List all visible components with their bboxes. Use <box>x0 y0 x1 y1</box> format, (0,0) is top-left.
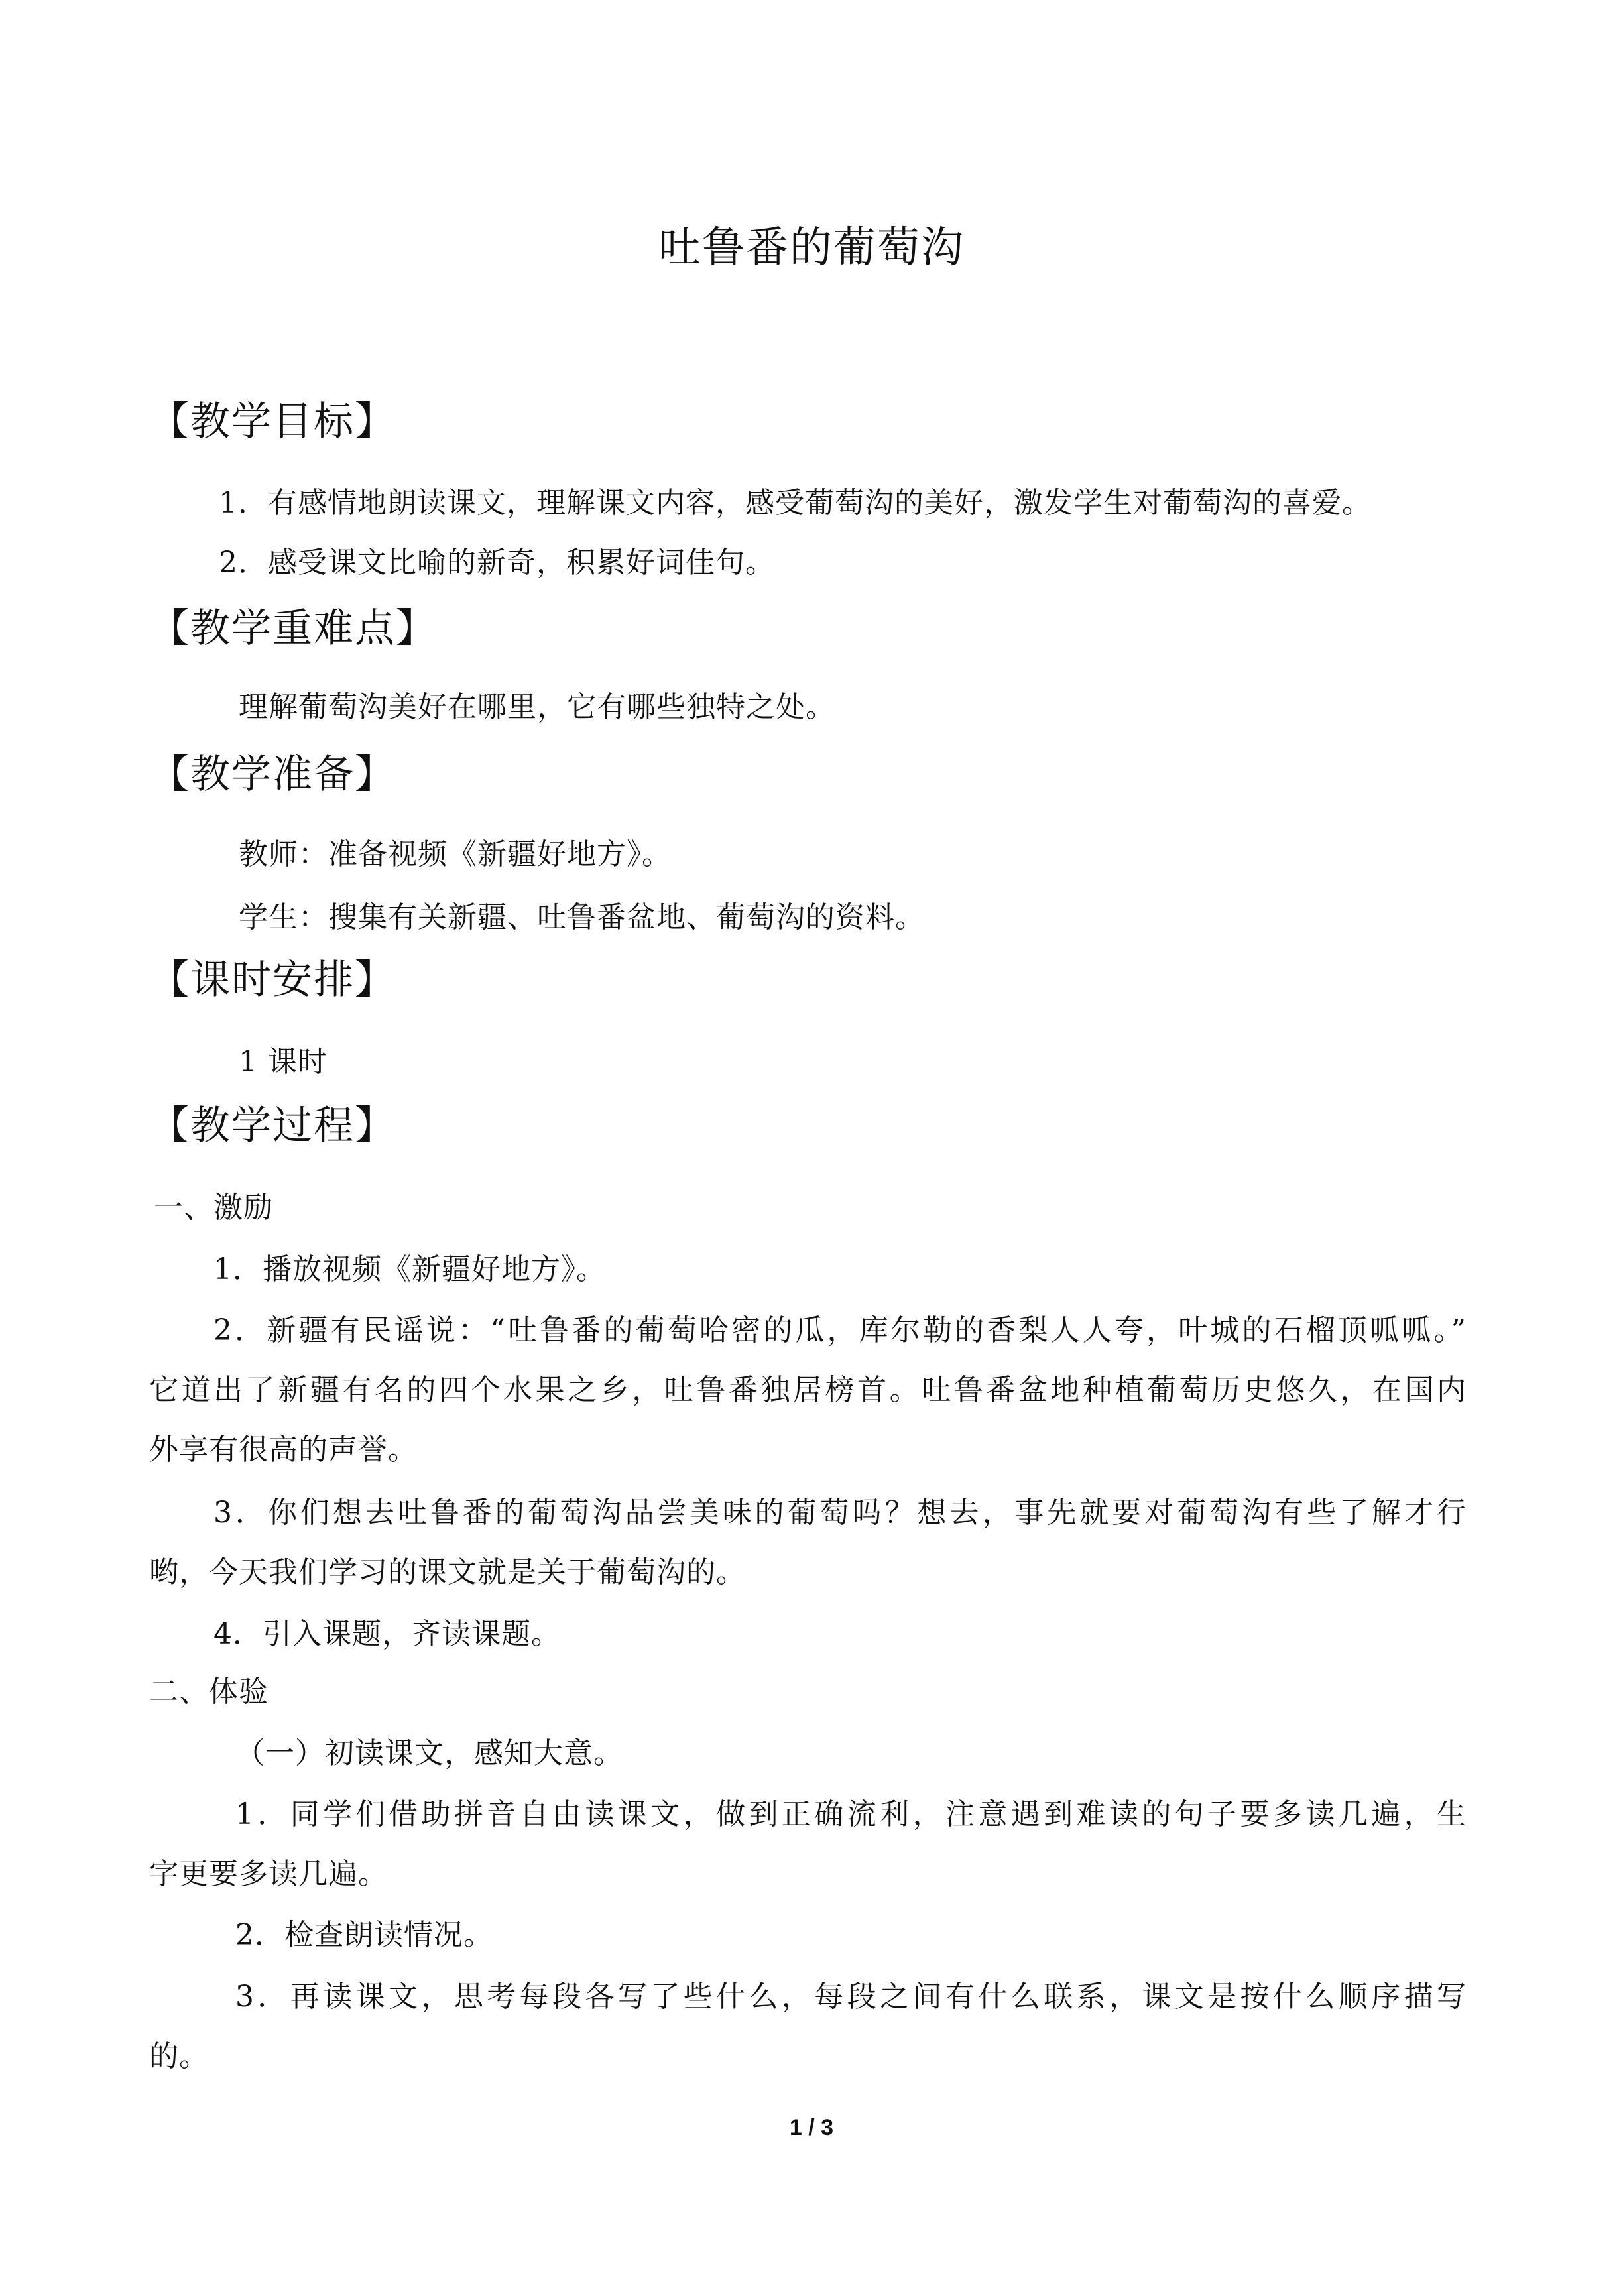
part1-item-1: 1．播放视频《新疆好地方》。 <box>213 1252 606 1286</box>
part1-item-2-line-1: 2．新疆有民谣说：“吐鲁番的葡萄哈密的瓜，库尔勒的香梨人人夸，叶城的石榴顶呱呱。” <box>213 1313 1467 1347</box>
heading-key-points: 【教学重难点】 <box>149 605 437 652</box>
objective-item-2: 2．感受课文比喻的新奇，积累好词佳句。 <box>219 546 775 579</box>
part1-item-3-line-1: 3．你们想去吐鲁番的葡萄沟品尝美味的葡萄吗？想去，事先就要对葡萄沟有些了解才行 <box>213 1496 1467 1530</box>
objective-item-1: 1．有感情地朗读课文，理解课文内容，感受葡萄沟的美好，激发学生对葡萄沟的喜爱。 <box>219 486 1372 520</box>
part1-item-3-line-2: 哟，今天我们学习的课文就是关于葡萄沟的。 <box>149 1555 746 1589</box>
part2-item-2: 2．检查朗读情况。 <box>235 1918 493 1952</box>
part1-item-2-line-3: 外享有很高的声誉。 <box>149 1433 418 1467</box>
part2-item-3-line-1: 3．再读课文，思考每段各写了些什么，每段之间有什么联系，课文是按什么顺序描写 <box>235 1980 1467 2014</box>
part2-subtitle: （一）初读课文，感知大意。 <box>235 1736 623 1770</box>
part2-item-1-line-2: 字更要多读几遍。 <box>149 1857 388 1891</box>
part1-title: 一、激励 <box>154 1191 273 1225</box>
part1-item-2-line-2: 它道出了新疆有名的四个水果之乡，吐鲁番独居榜首。吐鲁番盆地种植葡萄历史悠久，在国内 <box>149 1373 1467 1407</box>
key-points-text: 理解葡萄沟美好在哪里，它有哪些独特之处。 <box>239 690 835 724</box>
heading-preparation: 【教学准备】 <box>149 751 396 798</box>
schedule-text: 1 课时 <box>239 1045 328 1079</box>
part1-item-4: 4．引入课题，齐读课题。 <box>213 1617 561 1651</box>
preparation-teacher: 教师：准备视频《新疆好地方》。 <box>239 837 672 871</box>
heading-schedule: 【课时安排】 <box>149 957 396 1003</box>
page-number: 1 / 3 <box>789 2115 834 2140</box>
part2-item-3-line-2: 的。 <box>149 2039 209 2073</box>
part2-item-1-line-1: 1．同学们借助拼音自由读课文，做到正确流利，注意遇到难读的句子要多读几遍，生 <box>235 1797 1467 1831</box>
preparation-student: 学生：搜集有关新疆、吐鲁番盆地、葡萄沟的资料。 <box>239 900 925 934</box>
part2-title: 二、体验 <box>149 1675 269 1709</box>
heading-process: 【教学过程】 <box>149 1103 396 1149</box>
heading-objectives: 【教学目标】 <box>149 398 396 445</box>
document-title: 吐鲁番的葡萄沟 <box>658 223 965 272</box>
